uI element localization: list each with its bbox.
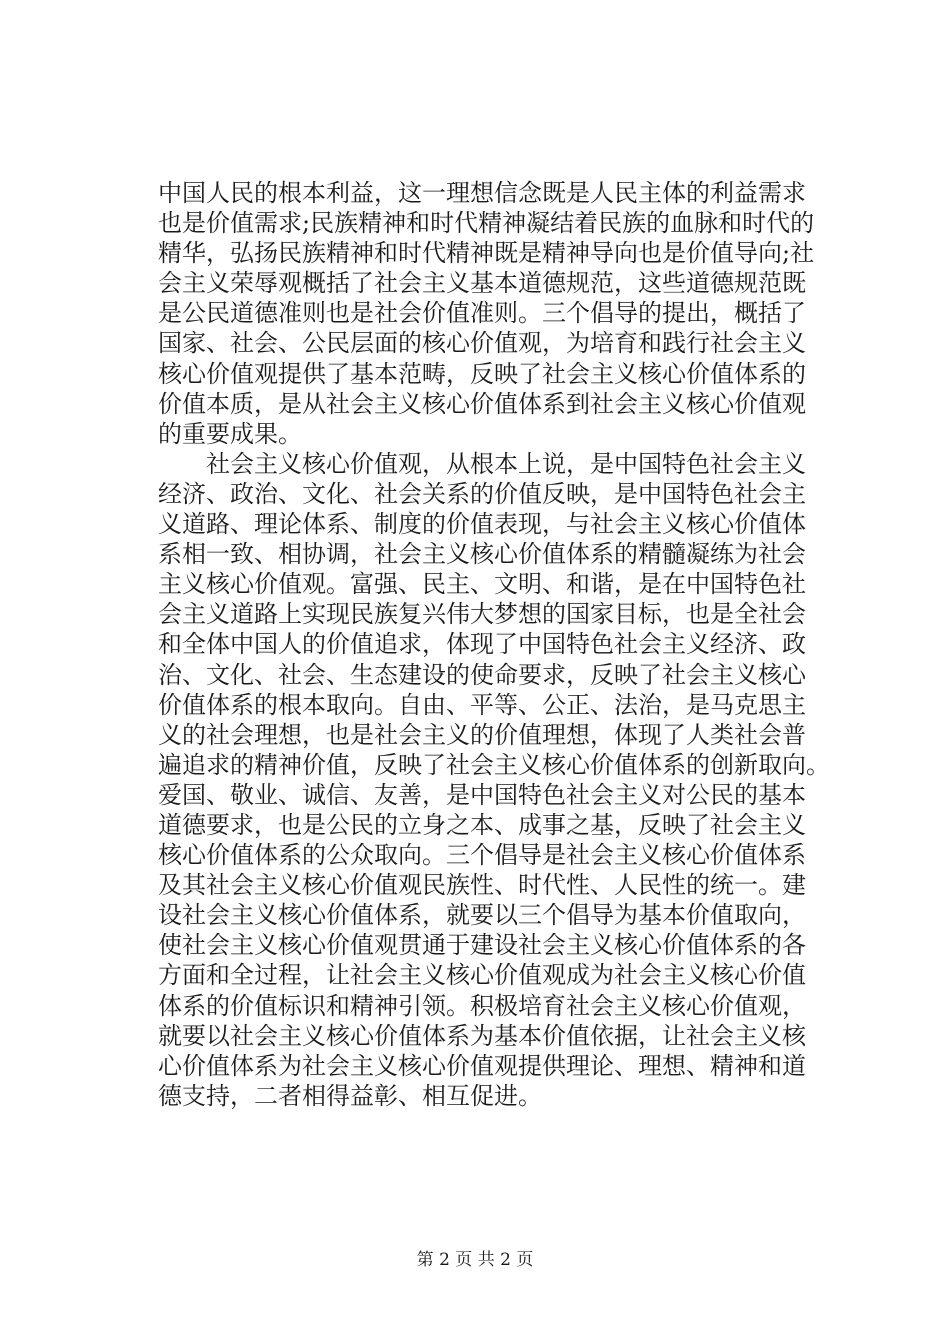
text-line: 体系的价值标识和精神引领。积极培育社会主义核心价值观， — [158, 991, 806, 1020]
text-line: 使社会主义核心价值观贯通于建设社会主义核心价值体系的各 — [158, 931, 806, 960]
text-line: 的重要成果。 — [158, 419, 302, 448]
text-line: 治、文化、社会、生态建设的使命要求，反映了社会主义核心 — [158, 660, 806, 689]
page-number-footer: 第 2 页 共 2 页 — [416, 1250, 534, 1270]
text-line: 国家、社会、公民层面的核心价值观，为培育和践行社会主义 — [158, 329, 806, 358]
text-line: 主义核心价值观。富强、民主、文明、和谐，是在中国特色社 — [158, 570, 806, 599]
text-line: 价值本质，是从社会主义核心价值体系到社会主义核心价值观 — [158, 389, 806, 418]
text-line: 遍追求的精神价值，反映了社会主义核心价值体系的创新取向。 — [158, 750, 830, 779]
document-body — [158, 178, 838, 1111]
text-line: 爱国、敬业、诚信、友善，是中国特色社会主义对公民的基本 — [158, 780, 806, 809]
text-line: 道德要求，也是公民的立身之本、成事之基，反映了社会主义 — [158, 810, 806, 839]
text-line: 及其社会主义核心价值观民族性、时代性、人民性的统一。建 — [158, 871, 806, 900]
text-line: 心价值体系为社会主义核心价值观提供理论、理想、精神和道 — [158, 1051, 806, 1080]
text-line: 精华，弘扬民族精神和时代精神既是精神导向也是价值导向;社 — [158, 239, 815, 268]
text-line: 也是价值需求;民族精神和时代精神凝结着民族的血脉和时代的 — [158, 209, 815, 238]
text-line: 义的社会理想，也是社会主义的价值理想，体现了人类社会普 — [158, 720, 806, 749]
text-line: 价值体系的根本取向。自由、平等、公正、法治，是马克思主 — [158, 690, 806, 719]
text-line: 设社会主义核心价值体系，就要以三个倡导为基本价值取向， — [158, 901, 806, 930]
text-line: 会主义荣辱观概括了社会主义基本道德规范，这些道德规范既 — [158, 269, 806, 298]
text-line: 核心价值观提供了基本范畴，反映了社会主义核心价值体系的 — [158, 359, 806, 388]
text-line: 是公民道德准则也是社会价值准则。三个倡导的提出，概括了 — [158, 299, 806, 328]
text-line: 经济、政治、文化、社会关系的价值反映，是中国特色社会主 — [158, 479, 806, 508]
text-line: 核心价值体系的公众取向。三个倡导是社会主义核心价值体系 — [158, 841, 806, 870]
text-line: 系相一致、相协调，社会主义核心价值体系的精髓凝练为社会 — [158, 540, 806, 569]
text-line: 会主义道路上实现民族复兴伟大梦想的国家目标，也是全社会 — [158, 600, 806, 629]
text-line: 社会主义核心价值观，从根本上说，是中国特色社会主义 — [158, 449, 806, 478]
text-line: 德支持，二者相得益彰、相互促进。 — [158, 1081, 542, 1110]
text-line: 中国人民的根本利益，这一理想信念既是人民主体的利益需求 — [158, 179, 806, 207]
text-line: 就要以社会主义核心价值体系为基本价值依据，让社会主义核 — [158, 1021, 806, 1050]
text-line: 方面和全过程，让社会主义核心价值观成为社会主义核心价值 — [158, 961, 806, 990]
text-line: 和全体中国人的价值追求，体现了中国特色社会主义经济、政 — [158, 630, 806, 659]
text-line: 义道路、理论体系、制度的价值表现，与社会主义核心价值体 — [158, 510, 806, 539]
